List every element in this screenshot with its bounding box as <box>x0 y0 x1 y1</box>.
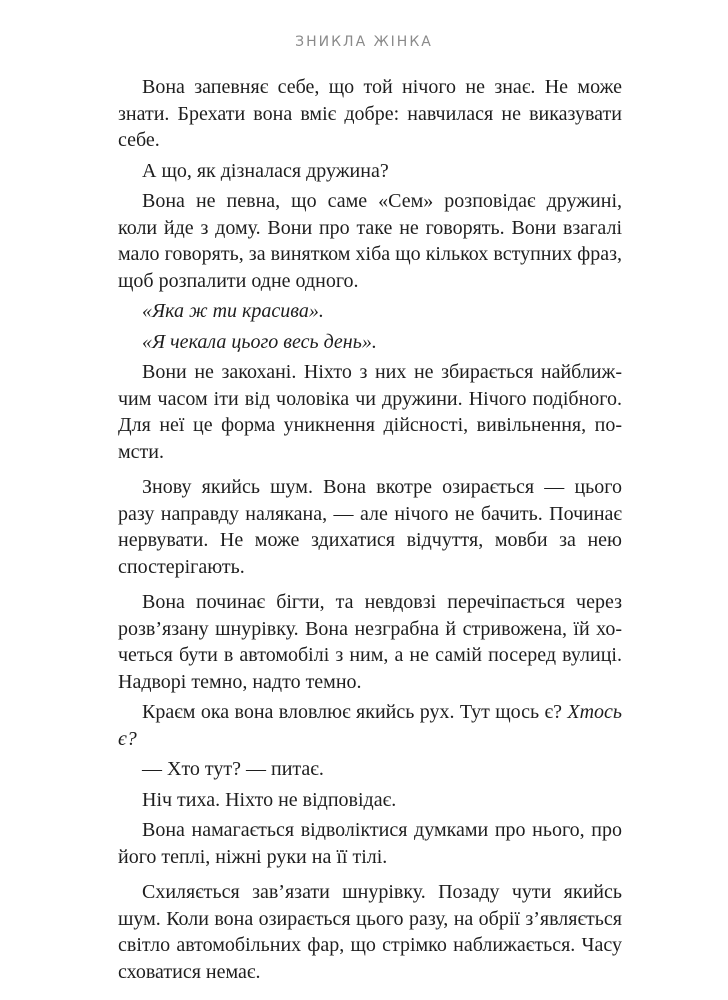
paragraph: А що, як дізналася дружина? <box>142 159 389 182</box>
running-title: ЗНИКЛА ЖІНКА <box>295 34 433 50</box>
paragraph: Вона не певна, що саме «Сем» розповідає дружині, коли йде з дому. Вони про таке не говорять. Вони взагалі мало говорять, за винятком хіба що кількох вступних фраз, щоб розпалити одне одного. <box>118 190 622 292</box>
quote-text: «Я чекала цього весь день». <box>142 330 377 353</box>
quote-text: «Яка ж ти красива». <box>142 300 324 322</box>
body-text <box>118 74 622 985</box>
paragraph-text: Краєм ока вона вловлює якийсь рух. Тут щось є? <box>142 701 568 723</box>
paragraph: Вони не закохані. Ніхто з них не збирається найближчим часом іти від чоловіка чи дружини. Нічого подібного. Для неї це форма уникнення дійсності, вивільнення, помсти. <box>118 361 622 463</box>
paragraph <box>118 699 622 752</box>
paragraph: Вона запевняє себе, що той нічого не знає. Не може знати. Брехати вона вміє добре: навчилася не виказувати себе. <box>118 76 622 151</box>
paragraph: Вона починає бігти, та невдовзі перечіпається через розв’язану шнурівку. Вона незграбна й стривожена, їй хочеться бути в автомобілі з ним, а не самій посеред вулиці. Надворі темно, надто темно. <box>118 591 622 693</box>
italic-quote <box>118 298 622 325</box>
paragraph: Знову якийсь шум. Вона вкотре озирається — цього разу направду налякана, — але нічого не бачить. Починає нервувати. Не може здихатися відчуття, мовби за нею спостерігають. <box>118 476 622 578</box>
paragraph: Схиляється зав’язати шнурівку. Позаду чути якийсь шум. Коли вона озирається цього разу, на обрії з’являється світло автомобільних фар, що стрімко наближається. Часу сховатися немає. <box>118 881 622 983</box>
dialogue-line: — Хто тут? — питає. <box>142 758 324 780</box>
paragraph: Вона намагається відволіктися думками про нього, про його теплі, ніжні руки на її тілі. <box>118 819 622 868</box>
italic-text: Хтось є? <box>118 701 622 750</box>
italic-quote <box>118 329 622 356</box>
paragraph: Ніч тиха. Ніхто не відповідає. <box>142 788 397 811</box>
